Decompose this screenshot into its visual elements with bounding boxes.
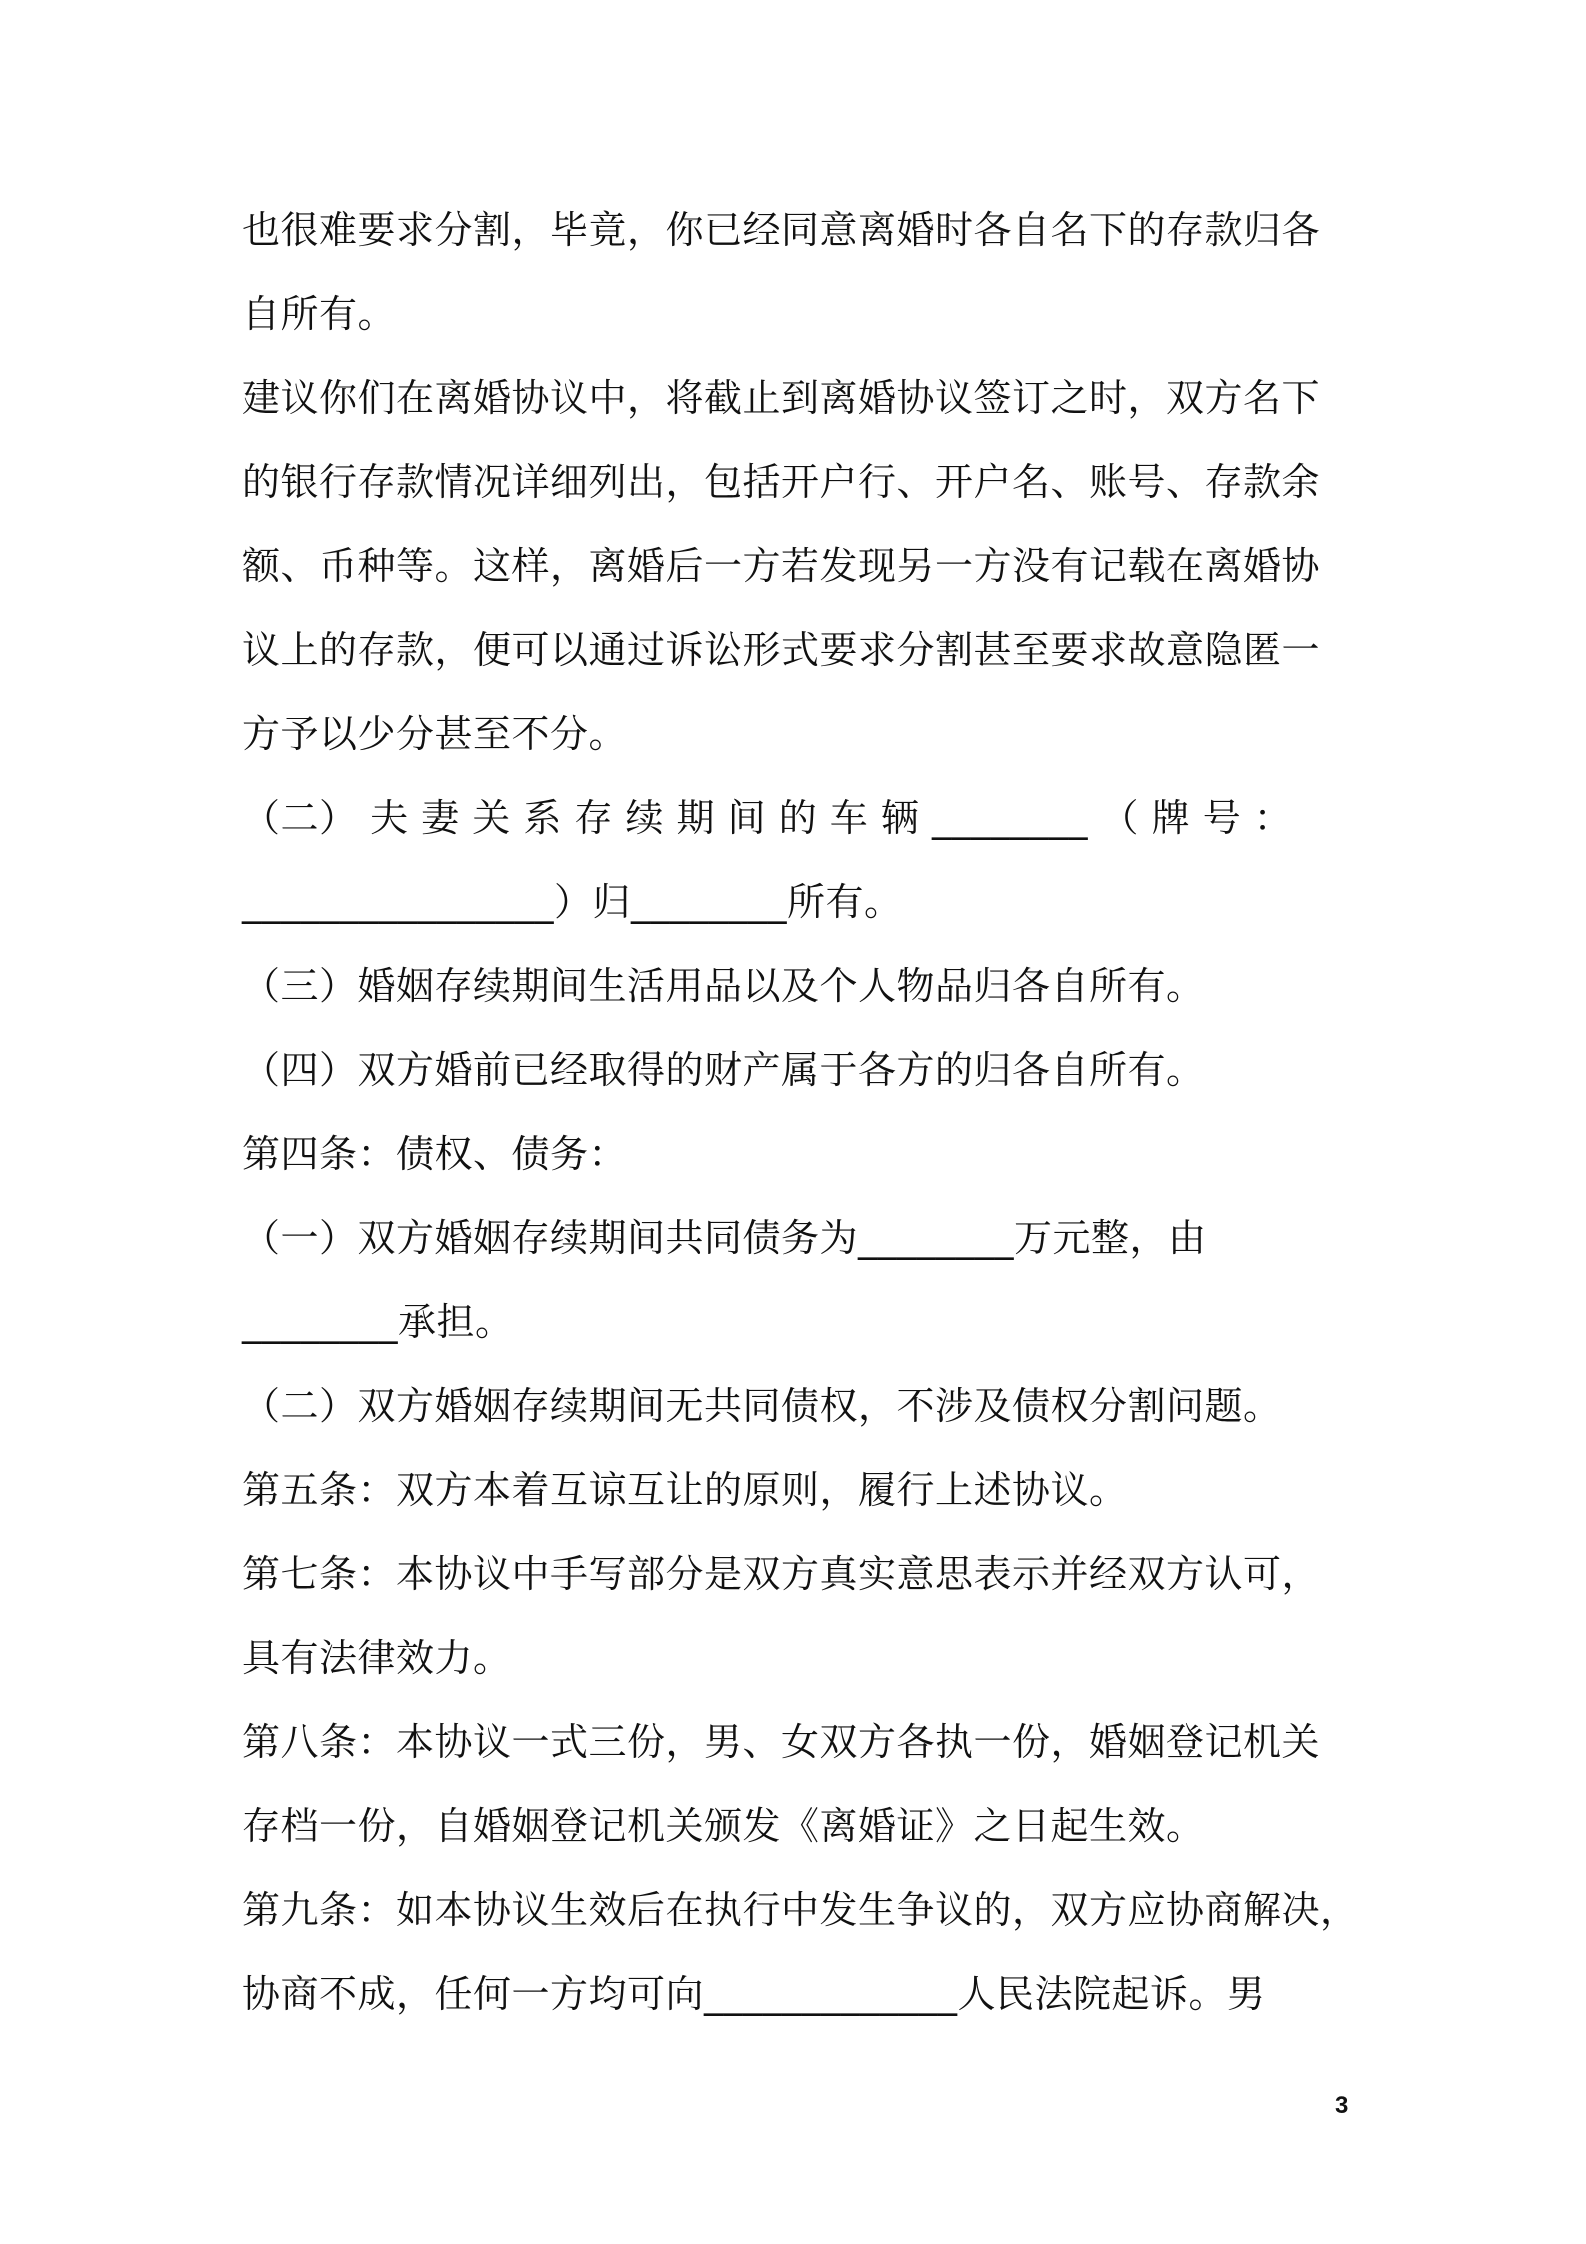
- text-line: （四）双方婚前已经取得的财产属于各方的归各自所有。: [242, 1048, 1205, 1092]
- text-line: 具有法律效力。: [242, 1636, 512, 1680]
- text-line: 第四条：债权、债务：: [242, 1132, 628, 1176]
- text-line: 额、币种等。这样，离婚后一方若发现另一方没有记载在离婚协: [242, 544, 1321, 588]
- text-line: 第七条：本协议中手写部分是双方真实意思表示并经双方认可，: [242, 1552, 1321, 1596]
- text-line: ________承担。: [242, 1300, 514, 1344]
- text-line: （二）双方婚姻存续期间无共同债权，不涉及债权分割问题。: [242, 1384, 1282, 1428]
- text-line: 第八条：本协议一式三份，男、女双方各执一份，婚姻登记机关: [242, 1720, 1321, 1764]
- text-line: （三）婚姻存续期间生活用品以及个人物品归各自所有。: [242, 964, 1205, 1008]
- text-line: 协商不成，任何一方均可向_____________人民法院起诉。男: [242, 1972, 1266, 2016]
- text-line: 第五条：双方本着互谅互让的原则，履行上述协议。: [242, 1468, 1128, 1512]
- text-line: 自所有。: [242, 292, 397, 336]
- text-line: 的银行存款情况详细列出，包括开户行、开户名、账号、存款余: [242, 460, 1321, 504]
- page-number: 3: [1335, 2092, 1349, 2119]
- text-line: （二） 夫 妻 关 系 存 续 期 间 的 车 辆 ________ （ 牌 号 ：: [242, 796, 1293, 840]
- text-line: （一）双方婚姻存续期间共同债务为________万元整，由: [242, 1216, 1207, 1260]
- text-line: 建议你们在离婚协议中，将截止到离婚协议签订之时，双方名下: [242, 376, 1321, 420]
- text-line: 存档一份，自婚姻登记机关颁发《离婚证》之日起生效。: [242, 1804, 1205, 1848]
- text-line: ________________）归________所有。: [242, 880, 903, 924]
- text-line: 议上的存款，便可以通过诉讼形式要求分割甚至要求故意隐匿一: [242, 628, 1321, 672]
- text-line: 也很难要求分割，毕竟，你已经同意离婚时各自名下的存款归各: [242, 208, 1321, 252]
- text-line: 第九条：如本协议生效后在执行中发生争议的，双方应协商解决，: [242, 1888, 1359, 1932]
- text-line: 方予以少分甚至不分。: [242, 712, 628, 756]
